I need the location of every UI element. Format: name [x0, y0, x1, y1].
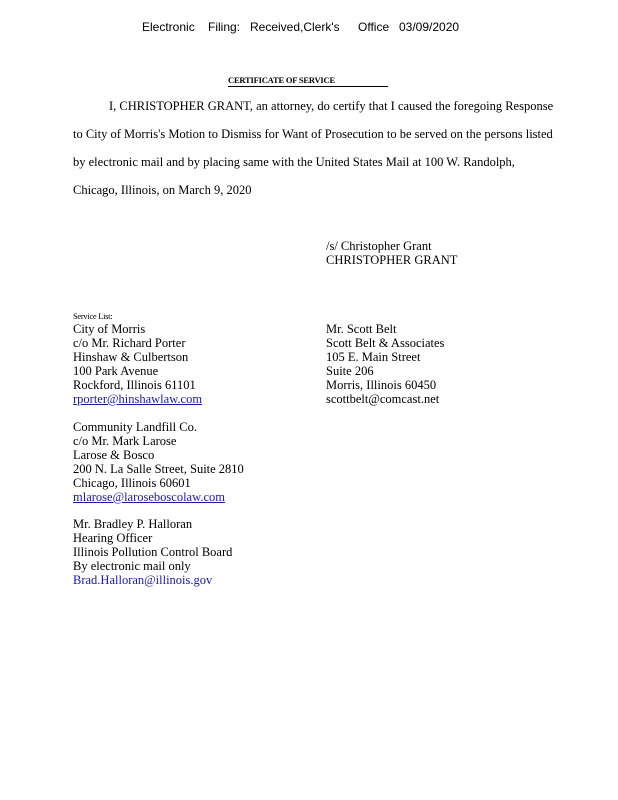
- recipient-line: 105 E. Main Street: [326, 350, 421, 364]
- recipient-line: c/o Mr. Richard Porter: [73, 336, 186, 350]
- service-recipient-community-landfill: [73, 420, 244, 504]
- service-recipient-city-of-morris: [73, 322, 202, 406]
- recipient-line: Hinshaw & Culbertson: [73, 350, 189, 364]
- recipient-line: 200 N. La Salle Street, Suite 2810: [73, 462, 244, 476]
- certificate-title: CERTIFICATE OF SERVICE: [228, 75, 388, 87]
- recipient-email-link[interactable]: rporter@hinshawlaw.com: [73, 392, 203, 406]
- certificate-body-line-3: by electronic mail and by placing same with the United States Mail at 100 W. Randolph,: [73, 155, 515, 169]
- filing-date: 03/09/2020: [399, 20, 460, 34]
- signature-name: CHRISTOPHER GRANT: [326, 253, 458, 267]
- certificate-body-line-4: Chicago, Illinois, on March 9, 2020: [73, 183, 252, 197]
- recipient-line: By electronic mail only: [73, 559, 191, 573]
- recipient-line: c/o Mr. Mark Larose: [73, 434, 177, 448]
- filing-label-received: Received,Clerk's: [250, 20, 340, 34]
- signature-block: [326, 239, 457, 267]
- certificate-body-line-1: I, CHRISTOPHER GRANT, an attorney, do certify that I caused the foregoing Response: [109, 99, 554, 113]
- recipient-line: Hearing Officer: [73, 531, 153, 545]
- recipient-line: Rockford, Illinois 61101: [73, 378, 196, 392]
- recipient-line: Morris, Illinois 60450: [326, 378, 437, 392]
- recipient-line: Mr. Scott Belt: [326, 322, 397, 336]
- recipient-line: Scott Belt & Associates: [326, 336, 445, 350]
- filing-label-office: Office: [358, 20, 390, 34]
- recipient-line: 100 Park Avenue: [73, 364, 159, 378]
- signature-line: /s/ Christopher Grant: [326, 239, 432, 253]
- service-recipient-hearing-officer: [73, 517, 232, 587]
- certificate-body-line-2: to City of Morris's Motion to Dismiss for Want of Prosecution to be served on the persons listed: [73, 127, 553, 141]
- recipient-email-link[interactable]: Brad.Halloran@illinois.gov: [73, 573, 213, 587]
- service-list-title: Service List:: [73, 311, 113, 321]
- service-recipient-scott-belt: [326, 322, 444, 406]
- recipient-email-link[interactable]: mlarose@laroseboscolaw.com: [73, 490, 225, 504]
- filing-label-electronic: Electronic: [142, 20, 195, 34]
- recipient-line: Chicago, Illinois 60601: [73, 476, 191, 490]
- recipient-line: Illinois Pollution Control Board: [73, 545, 233, 559]
- recipient-line: City of Morris: [73, 322, 146, 336]
- recipient-line: Community Landfill Co.: [73, 420, 197, 434]
- recipient-line: Mr. Bradley P. Halloran: [73, 517, 193, 531]
- filing-label-filing: Filing:: [208, 20, 241, 34]
- recipient-line: Larose & Bosco: [73, 448, 155, 462]
- recipient-email: scottbelt@comcast.net: [326, 392, 440, 406]
- recipient-line: Suite 206: [326, 364, 374, 378]
